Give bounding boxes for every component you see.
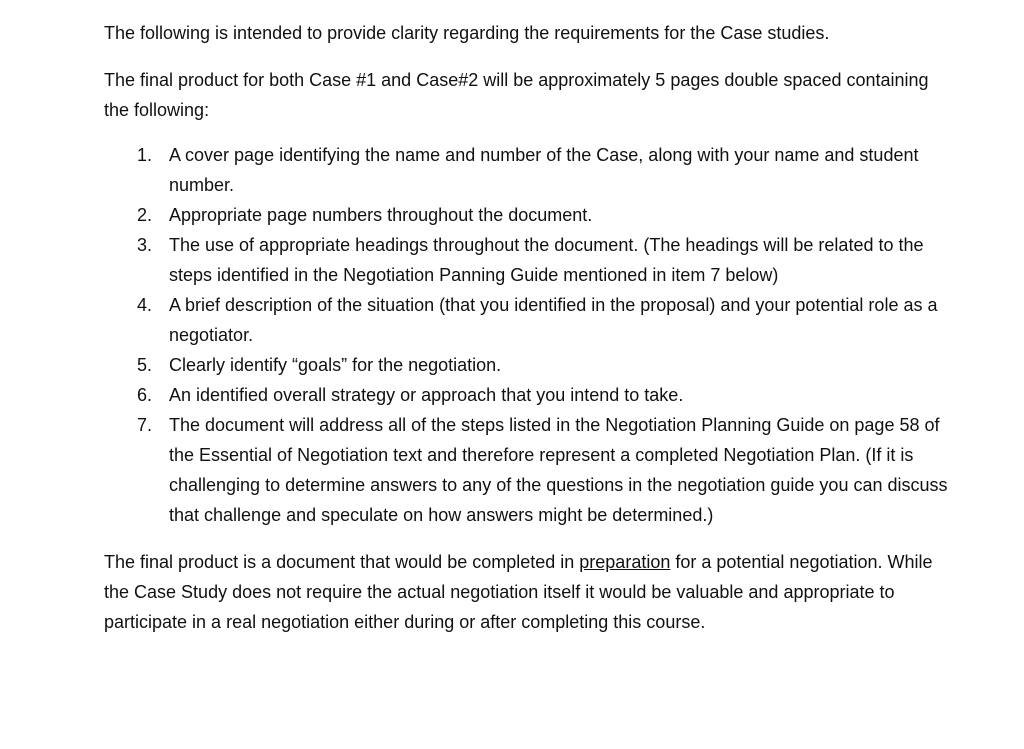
list-item-text: A cover page identifying the name and number of the Case, along with your name and student number. — [169, 145, 919, 195]
list-item-number: 3. — [137, 235, 153, 255]
list-item — [104, 200, 954, 230]
list-item-text: A brief description of the situation (that you identified in the proposal) and your potential role as a negotiator. — [169, 295, 938, 345]
list-item-text: The use of appropriate headings throughout the document. (The headings will be related to the steps identified in the Negotiation Panning Guide mentioned in item 7 below) — [169, 235, 924, 285]
list-item-number: 2. — [137, 205, 153, 225]
list-item-number: 7. — [137, 415, 153, 435]
list-item-text: Clearly identify “goals” for the negotiation. — [169, 355, 502, 375]
list-item-number: 1. — [137, 145, 153, 165]
closing-text-after: for a potential negotiation. While the Case Study does not require the actual negotiation itself it would be valuable and appropriate to participate in a real negotiation either during or after completing this course. — [104, 552, 933, 632]
intro-paragraph: The following is intended to provide clarity regarding the requirements for the Case studies. — [104, 23, 830, 43]
list-item-text: An identified overall strategy or approach that you intend to take. — [169, 385, 684, 405]
list-item — [104, 410, 954, 530]
list-item-text: Appropriate page numbers throughout the document. — [169, 205, 593, 225]
summary-paragraph: The final product for both Case #1 and Case#2 will be approximately 5 pages double spaced containing the following: — [104, 70, 929, 120]
list-item — [104, 140, 954, 200]
list-item — [104, 350, 954, 380]
list-item — [104, 380, 954, 410]
underlined-word: preparation — [579, 552, 671, 572]
list-item — [104, 290, 954, 350]
list-item-text: The document will address all of the steps listed in the Negotiation Planning Guide on page 58 of the Essential of Negotiation text and therefore represent a completed Negotiation Plan. (If it is challenging to determine answers to any of the questions in the negotiation guide you can discuss that challenge and speculate on how answers might be determined.) — [169, 415, 948, 525]
closing-text-before: The final product is a document that would be completed in — [104, 552, 580, 572]
list-item-number: 4. — [137, 295, 153, 315]
closing-paragraph — [104, 547, 954, 637]
list-item-number: 5. — [137, 355, 153, 375]
list-item-number: 6. — [137, 385, 153, 405]
document-body — [104, 18, 954, 637]
requirements-list — [104, 140, 954, 530]
list-item — [104, 230, 954, 290]
